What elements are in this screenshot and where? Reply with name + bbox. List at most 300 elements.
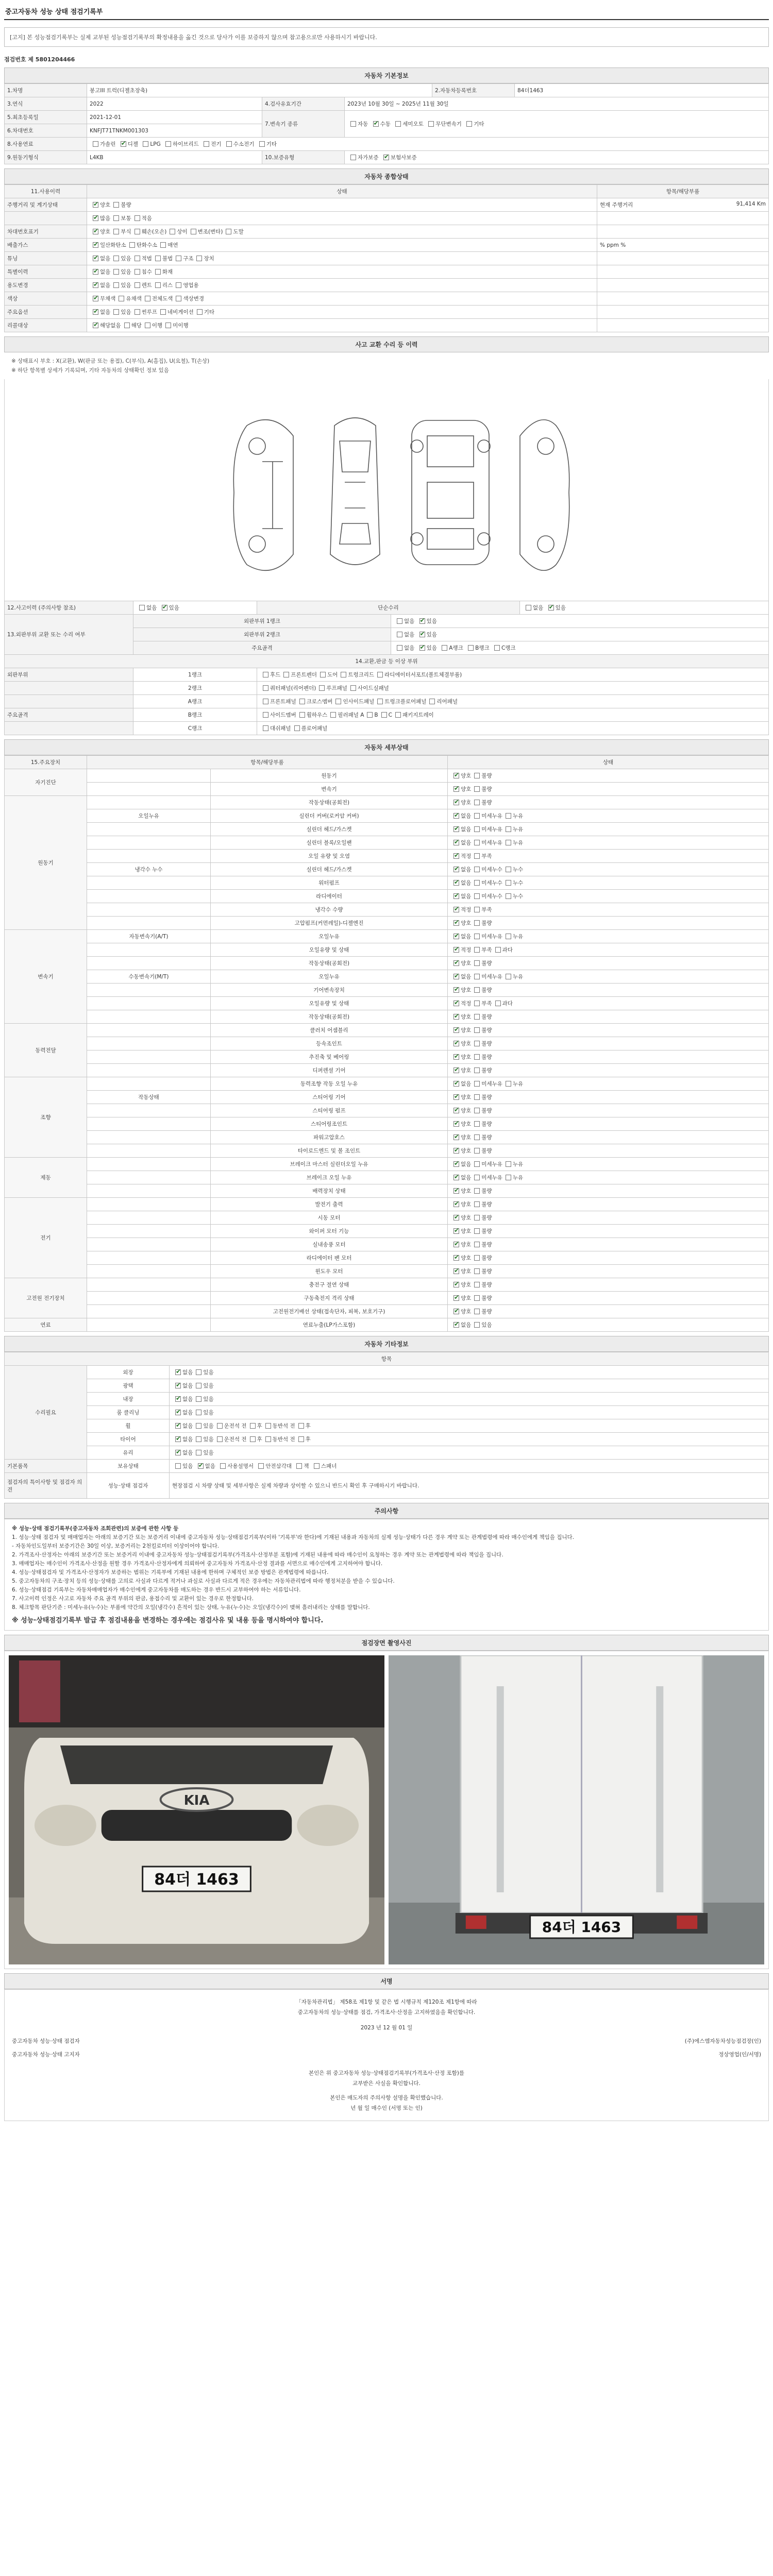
checkbox [196,256,202,261]
damage-rank: 2랭크 [133,682,257,695]
damage-rank: C랭크 [133,722,257,735]
caution-line: 8. 체크항목 판단기준 : 미세누유(누수)는 부품에 약간의 오일(냉각수) 흔적이 있는 상태, 누유(누수)는 오일(냉각수)이 맺혀 흘러내리는 상태를 말합니다. [12,1604,370,1611]
overall-row-options [87,212,597,225]
checkbox [474,960,480,966]
section-basic-title: 자동차 기본정보 [4,67,769,83]
checkbox [474,1014,480,1020]
state-row [5,1131,769,1144]
opt-label: 없음 [461,893,472,900]
checkbox-checked [453,1027,459,1033]
other-table [4,1352,769,1499]
cert-number [4,55,769,63]
state-item: 추진축 및 베어링 [211,1050,448,1064]
opt-label: 있음 [203,1450,214,1456]
checkbox-checked [453,1215,459,1221]
checkbox [196,1383,201,1388]
opt-label: 없음 [461,974,472,980]
section-overall-title: 자동차 종합상태 [4,168,769,184]
checkbox [474,1054,480,1060]
overall-row-label: 특별이력 [5,265,87,279]
car-top-icon [330,418,380,565]
opt-label: 패키지트레이 [402,712,434,718]
state-options [448,1225,769,1238]
opt-label: 미세누유 [481,840,502,846]
checkbox [350,685,356,691]
state-options [448,984,769,997]
damage-row [5,668,769,682]
overall-row-label: 주요옵션 [5,306,87,319]
checkbox-checked [121,141,126,147]
state-sub: 자동변속기(A/T) [87,930,211,943]
opt-label: 양호 [461,1027,472,1033]
checkbox-checked [93,215,98,221]
opt-label: 미세누유 [481,1175,502,1181]
state-sub [87,890,211,903]
opt-label: 안전삼각대 [265,1463,292,1469]
state-item: 실린더 헤드/가스켓 [211,823,448,836]
opt-label: 있음 [182,1463,193,1469]
opt-label: 없음 [182,1436,193,1443]
overall-row-options [87,198,597,212]
rank2-options [391,628,769,641]
opt-label: 부족 [481,1001,492,1007]
checkbox [474,1081,480,1087]
overall-row-note [597,225,769,239]
state-row [5,1251,769,1265]
checkbox [113,256,119,261]
overall-note-label: 현재 주행거리 [600,202,633,208]
state-sub [87,1117,211,1131]
state-sub [87,1064,211,1077]
opt-label: 양호 [461,987,472,993]
opt-label: 누유 [512,974,524,980]
checkbox-checked [453,840,459,845]
checkbox [428,121,434,127]
opt-label: 있음 [121,256,131,262]
opt-label: 양호 [461,1054,472,1060]
opt-label: 불량 [481,1134,492,1141]
checkbox [113,309,119,315]
checkbox [113,269,119,275]
checkbox [474,1027,480,1033]
warranty-label: 10.보증유형 [262,151,345,164]
car-diagram [4,379,769,601]
overall-row-note [597,252,769,265]
state-group: 연료 [5,1318,87,1332]
checkbox [474,1108,480,1113]
overall-row [5,306,769,319]
checkbox [341,672,346,677]
damage-row [5,682,769,695]
opt-label: 수소전기 [233,141,255,147]
checkbox [474,1309,480,1314]
opt-label: 없음 [182,1383,193,1389]
opinion-value: 현장점검 시 차량 상태 및 세부사항은 실제 차량과 상이할 수 있으니 반드시 확인 후 구매하시기 바랍니다. [170,1473,769,1499]
section-other-title: 자동차 기타정보 [4,1336,769,1352]
state-sub [87,1265,211,1278]
opt-label: 없음 [461,1322,472,1328]
state-item: 냉각수 수량 [211,903,448,917]
opt-label: A랭크 [449,645,463,651]
state-sub [87,769,211,783]
overall-row-note [597,319,769,332]
checkbox [468,645,474,651]
opt-label: 양호 [100,229,111,235]
state-row [5,1037,769,1050]
opt-label: 불량 [481,1148,492,1154]
checkbox-checked [453,934,459,939]
car-side-right-icon [520,420,569,571]
state-item: 작동상태(공회전) [211,796,448,809]
checkbox-checked [419,632,425,637]
checkbox-checked [453,1175,459,1180]
checkbox [196,1410,201,1415]
state-options [448,903,769,917]
state-row [5,1024,769,1037]
opt-label: 불량 [481,920,492,926]
checkbox [135,229,140,234]
opt-label: 탄화수소 [136,242,158,248]
checkbox [283,672,289,677]
overall-row-options [87,225,597,239]
checkbox [113,202,119,208]
opt-label: 적정 [461,907,472,913]
overall-table [4,184,769,332]
checkbox [175,1463,181,1469]
damage-rank: A랭크 [133,695,257,708]
checkbox [506,880,511,886]
opt-label: 불량 [481,960,492,967]
checkbox [474,1001,480,1006]
state-item: 등속조인트 [211,1037,448,1050]
state-options [448,943,769,957]
checkbox [319,685,325,691]
opt-label: 미세누수 [481,867,502,873]
state-sub [87,1104,211,1117]
overall-row-note [597,279,769,292]
state-row [5,930,769,943]
checkbox [250,1436,256,1442]
checkbox [155,282,161,288]
overall-row [5,198,769,212]
transmission-options [345,111,769,138]
opt-label: 필러패널 A [338,712,364,718]
other-options [170,1366,769,1379]
checkbox [259,141,265,147]
opt-label: 불량 [481,1309,492,1315]
caution-line: 4. 성능·상태점검자 및 가격조사·산정자가 보증하는 범위는 기록부에 기재된 내용에 한하며 구체적인 보증 방법은 관계법령에 따릅니다. [12,1569,329,1575]
fuel-options [87,138,769,151]
opt-label: 없음 [461,934,472,940]
state-item: 오일 유량 및 오염 [211,850,448,863]
other-item: 타이어 [87,1433,170,1446]
state-item: 충전구 절연 상태 [211,1278,448,1292]
opt-label: 있음 [203,1436,214,1443]
state-options [448,836,769,850]
opt-label: 양호 [461,1041,472,1047]
opt-label: 불량 [481,800,492,806]
col-item: 11.사용이력 [5,185,87,198]
section-sign-title: 서명 [4,1973,769,1989]
state-item: 동력조향 작동 오일 누유 [211,1077,448,1091]
checkbox [526,605,531,611]
basic-items-label: 기본품목 [5,1460,87,1473]
checkbox-checked [93,229,98,234]
caution-emphasis: ※ 성능·상태점검기록부 발급 후 점검내용을 변경하는 경우에는 점검사유 및 내용 등을 명시하여야 합니다. [12,1617,324,1624]
section-accident-title: 사고 교환 수리 등 이력 [4,336,769,352]
opt-label: 가솔린 [100,141,116,147]
state-row [5,903,769,917]
other-row [5,1366,769,1379]
opt-label: 기타 [474,121,484,127]
other-options [170,1393,769,1406]
state-row [5,1305,769,1318]
state-sub [87,1211,211,1225]
state-row [5,796,769,809]
checkbox [474,800,480,805]
basic-items-sub: 보유상태 [87,1460,170,1473]
warranty-options [345,151,769,164]
car-name-value: 봉고III 트럭(디젤초장축) [87,84,432,97]
damage-group [5,682,133,695]
state-item: 라디에이터 [211,890,448,903]
damage-row [5,722,769,735]
opt-label: 불량 [481,1268,492,1275]
checkbox [506,840,511,845]
checkbox [155,256,161,261]
opt-label: 없음 [100,269,111,275]
opt-label: 부족 [481,907,492,913]
checkbox [474,786,480,792]
checkbox [395,712,401,718]
state-row [5,769,769,783]
checkbox-checked [453,853,459,859]
state-options [448,1278,769,1292]
state-item: 구동축전지 격리 상태 [211,1292,448,1305]
opt-label: 누유 [512,1081,524,1087]
checkbox [474,1268,480,1274]
other-item: 휠 [87,1419,170,1433]
opt-label: C [388,712,392,718]
opt-label: 변조(변타) [197,229,223,235]
opt-label: 없음 [146,605,157,611]
damage-items [257,695,769,708]
opt-label: 무채색 [100,296,116,302]
other-row [5,1379,769,1393]
checkbox-checked [175,1410,181,1415]
detail-state-table [4,755,769,1332]
checkbox-checked [453,1161,459,1167]
opt-label: 적정 [461,947,472,953]
checkbox [429,699,435,704]
rear-photo-svg [389,1655,764,1964]
overall-row [5,279,769,292]
state-item: 발전기 출력 [211,1198,448,1211]
state-options [448,1292,769,1305]
checkbox [381,712,387,718]
opt-label: 없음 [404,645,415,651]
checkbox [474,1148,480,1154]
checkbox [474,1242,480,1247]
opt-label: 누수 [512,867,524,873]
overall-row-label: 주행거리 및 계기상태 [5,198,87,212]
state-item: 스티어링조인트 [211,1117,448,1131]
opt-label: 과다 [502,1001,513,1007]
opt-label: 누유 [512,1161,524,1167]
state-row [5,809,769,823]
fuel-label: 8.사용연료 [5,138,87,151]
overall-row-label: 리콜대상 [5,319,87,332]
opt-label: 과다 [502,947,513,953]
opt-label: 있음 [121,282,131,289]
state-item: 작동상태(공회전) [211,957,448,970]
opt-label: 불량 [481,786,492,792]
checkbox [377,672,383,677]
opt-label: 없음 [182,1450,193,1456]
state-item: 원동기 [211,769,448,783]
checkbox [129,242,135,248]
opt-label: 불량 [481,1295,492,1301]
checkbox-checked [453,813,459,819]
checkbox [298,1436,304,1442]
state-options [448,917,769,930]
state-item: 실린더 블록/오일팬 [211,836,448,850]
checkbox [265,1423,271,1429]
checkbox [377,699,383,704]
checkbox [474,934,480,939]
other-row [5,1433,769,1446]
checkbox [474,987,480,993]
state-item: 실내송풍 모터 [211,1238,448,1251]
state-options [448,1091,769,1104]
cert-number-value: 5801204466 [35,56,75,63]
opt-label: 적음 [141,215,152,222]
checkbox [495,1001,501,1006]
opt-label: 양호 [461,1014,472,1020]
checkbox-checked [453,1282,459,1287]
other-options [170,1433,769,1446]
state-options [448,930,769,943]
caution-line: 3. 매매업자는 매수인이 가격조사·산정을 원할 경우 가격조사·산정자에게 의뢰하여 중고자동차 가격조사·산정 결과를 서면으로 매수인에게 고지하여야 합니다. [12,1561,383,1567]
state-options [448,1198,769,1211]
checkbox [367,712,373,718]
opt-label: 없음 [461,880,472,886]
opt-label: 후 [257,1436,262,1443]
checkbox [474,1228,480,1234]
sign-left-2: 중고자동차 성능·상태 고지자 [12,2052,80,2058]
opt-label: 없음 [461,840,472,846]
opt-label: 있음 [203,1396,214,1402]
overall-row-note [597,265,769,279]
damage-row [5,708,769,722]
checkbox-checked [419,645,425,651]
state-options [448,1238,769,1251]
detail-col-item: 항목/해당부품 [87,756,448,769]
opt-label: 이행 [152,323,163,329]
opt-label: 없음 [461,1081,472,1087]
state-options [448,850,769,863]
opt-label: C랭크 [501,645,516,651]
opt-label: 동반석 전 [272,1423,295,1429]
state-item: 작동상태(공회전) [211,1010,448,1024]
checkbox [397,632,402,637]
opt-label: 불량 [481,773,492,779]
checkbox [350,121,356,127]
checkbox [145,296,150,301]
state-group: 변속기 [5,930,87,1024]
state-item: 디퍼렌셜 기어 [211,1064,448,1077]
checkbox-checked [453,1054,459,1060]
checkbox-checked [93,323,98,328]
checkbox [474,1201,480,1207]
state-sub [87,1318,211,1332]
checkbox [160,242,166,248]
checkbox [196,1450,201,1455]
opt-label: 미이행 [173,323,189,329]
state-item: 스티어링 기어 [211,1091,448,1104]
opt-label: 대쉬패널 [270,725,291,732]
overall-row-options [87,292,597,306]
opt-label: 없음 [100,309,111,315]
opt-label: 양호 [461,1255,472,1261]
opt-label: 양호 [461,773,472,779]
other-item: 룸 클리닝 [87,1406,170,1419]
state-options [448,1037,769,1050]
overall-row-note [597,292,769,306]
checkbox [226,141,232,147]
opt-label: 사용설명서 [227,1463,254,1469]
checkbox-checked [453,786,459,792]
checkbox [314,1463,320,1469]
state-options [448,823,769,836]
opt-label: 양호 [461,1188,472,1194]
checkbox-checked [419,618,425,624]
opt-label: 양호 [461,1201,472,1208]
opt-label: 있음 [169,605,179,611]
checkbox [294,725,300,731]
overall-row-options [87,279,597,292]
opt-label: 부족 [481,853,492,859]
state-row [5,1318,769,1332]
front-photo-svg [9,1655,384,1964]
checkbox-checked [453,1322,459,1328]
opt-label: 없음 [100,282,111,289]
opt-label: 없음 [205,1463,215,1469]
opt-label: 기타 [266,141,277,147]
checkbox [204,141,209,147]
other-row [5,1419,769,1433]
opt-label: 플로어패널 [301,725,328,732]
checkbox [474,1161,480,1167]
state-row [5,836,769,850]
car-name-label: 1.차명 [5,84,87,97]
checkbox-checked [175,1369,181,1375]
damage-group [5,722,133,735]
rear-photo [389,1655,764,1964]
state-options [448,783,769,796]
opt-label: 양호 [461,960,472,967]
reg-no-label: 2.자동차등록번호 [432,84,515,97]
opt-label: 장치 [204,256,214,262]
checkbox [258,1463,264,1469]
front-plate: 84더 1463 [154,1870,239,1889]
sign-left-1: 중고자동차 성능·상태 점검자 [12,2038,80,2044]
overall-row [5,265,769,279]
checkbox [113,229,119,234]
state-item: 오일누유 [211,930,448,943]
opt-label: 해당없음 [100,323,121,329]
state-row [5,1265,769,1278]
